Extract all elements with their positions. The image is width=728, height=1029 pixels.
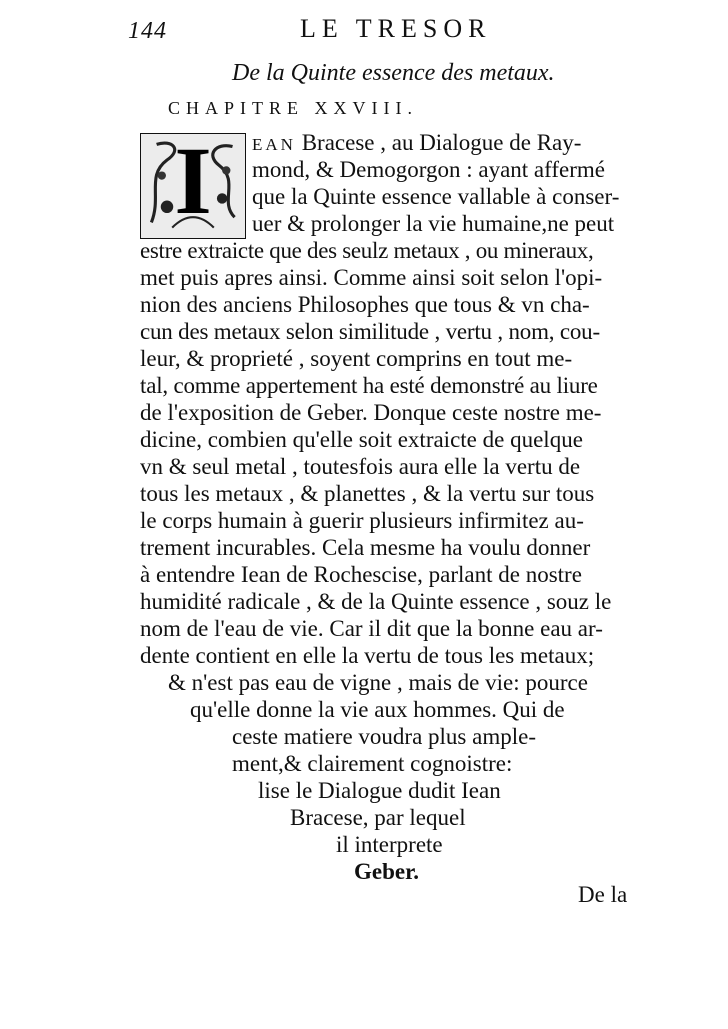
- text-line: tous les metaux , & planettes , & la vertu sur tous: [140, 481, 595, 506]
- section-title: De la Quinte essence des metaux.: [232, 60, 555, 86]
- text-line: vn & seul metal , toutesfois aura elle la vertu de: [140, 454, 581, 479]
- page-number: 144: [128, 18, 167, 44]
- text-line: Geber.: [354, 859, 419, 884]
- text-line: nion des anciens Philosophes que tous & vn cha-: [140, 292, 590, 317]
- text-line: trement incurables. Cela mesme ha voulu donner: [140, 535, 591, 560]
- text-line: uer & prolonger la vie humaine,ne peut: [252, 211, 615, 236]
- text-line: [252, 129, 581, 158]
- initial-letter: I: [174, 127, 212, 234]
- text-line: qu'elle donne la vie aux hommes. Qui de: [190, 697, 565, 722]
- text-line: lise le Dialogue dudit Iean: [258, 778, 501, 803]
- text-line: à entendre Iean de Rochescise, parlant de nostre: [140, 562, 582, 587]
- catchword: De la: [578, 882, 628, 907]
- ornamental-initial: [140, 127, 246, 239]
- text-line: mond, & Demogorgon : ayant affermé: [252, 157, 606, 182]
- text-line: ceste matiere voudra plus ample-: [232, 724, 536, 749]
- chapter-heading: CHAPITRE XXVIII.: [168, 98, 418, 118]
- text-line: Bracese, par lequel: [290, 805, 466, 830]
- text-line: cun des metaux selon similitude , vertu , nom, cou-: [140, 319, 600, 344]
- text-line: dicine, combien qu'elle soit extraicte de quelque: [140, 427, 583, 452]
- text-line: ment,& clairement cognoistre:: [232, 751, 513, 776]
- first-word: EAN: [252, 135, 296, 154]
- text-line: dente contient en elle la vertu de tous les metaux;: [140, 643, 595, 668]
- text-line: humidité radicale , & de la Quinte essence , souz le: [140, 589, 612, 614]
- text-line: met puis apres ainsi. Comme ainsi soit selon l'opi-: [140, 265, 603, 290]
- running-title: LE TRESOR: [300, 14, 492, 43]
- text-line: & n'est pas eau de vigne , mais de vie: pource: [168, 670, 588, 695]
- text-line: estre extraicte que des seulz metaux , ou mineraux,: [140, 238, 594, 263]
- text-line: que la Quinte essence vallable à conser-: [252, 184, 620, 209]
- text-line: il interprete: [336, 832, 443, 857]
- line-text: Bracese , au Dialogue de Ray-: [301, 130, 582, 155]
- text-line: tal, comme appertement ha esté demonstré au liure: [140, 373, 598, 398]
- text-line: leur, & proprieté , soyent comprins en tout me-: [140, 346, 573, 371]
- text-line: le corps humain à guerir plusieurs infirmitez au-: [140, 508, 584, 533]
- text-line: de l'exposition de Geber. Donque ceste nostre me-: [140, 400, 602, 425]
- text-line: nom de l'eau de vie. Car il dit que la bonne eau ar-: [140, 616, 603, 641]
